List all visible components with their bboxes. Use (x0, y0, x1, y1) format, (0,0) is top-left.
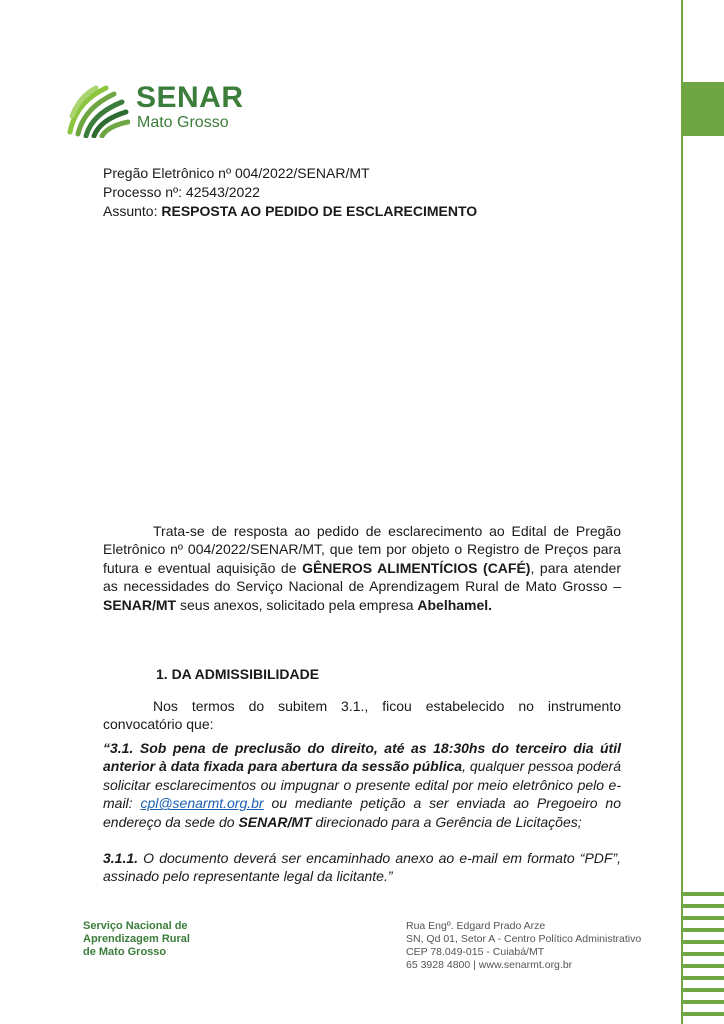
address-line: CEP 78.049-015 - Cuiabá/MT (406, 946, 545, 958)
stripe (683, 940, 724, 944)
stripe (683, 952, 724, 956)
senar-logo-icon (66, 82, 130, 138)
stripe (683, 904, 724, 908)
quote-text-1: , qualquer pessoa poderá solicitar esclarecimentos ou impugnar o presente edital por meio eletrônico pelo e-mail: (103, 758, 621, 812)
quote-paragraph (103, 739, 621, 831)
subitem-number: 3.1.1. (103, 850, 139, 866)
section-paragraph (103, 697, 621, 734)
stripe (683, 1000, 724, 1004)
right-stripes (683, 888, 724, 1024)
logo-name: SENAR (136, 81, 244, 114)
org-line: Serviço Nacional de (83, 920, 188, 932)
quote-text-3: direcionado para a Gerência de Licitações; (311, 813, 582, 830)
footer-organization (83, 920, 190, 959)
subject-line (103, 202, 477, 221)
stripe (683, 928, 724, 932)
section-title: 1. DA ADMISSIBILIDADE (156, 666, 320, 682)
document-header (103, 164, 477, 221)
intro-bold-3: Abelhamel. (417, 596, 493, 613)
stripe (683, 892, 724, 896)
intro-paragraph (103, 522, 621, 614)
tender-number: Pregão Eletrônico nº 004/2022/SENAR/MT (103, 165, 370, 181)
subject-label: Assunto: (103, 203, 162, 219)
contact-line: 65 3928 4800 | www.senarmt.org.br (406, 959, 573, 971)
subject-value: RESPOSTA AO PEDIDO DE ESCLARECIMENTO (161, 203, 478, 219)
senar-logo (66, 82, 266, 138)
intro-text-2: , para atender as necessidades do Serviço Nacional de Aprendizagem Rural de Mato Grosso – (103, 559, 621, 595)
quote-subitem (103, 849, 621, 886)
intro-text-1: Trata-se de resposta ao pedido de esclarecimento ao Edital de Pregão Eletrônico nº 004/2022/SENAR/MT, que tem por objeto o Registro de Preços para futura e eventual aquisição de (103, 523, 621, 576)
right-border-line (681, 0, 683, 1024)
intro-bold-2: SENAR/MT (103, 596, 177, 613)
org-line: Aprendizagem Rural (83, 933, 190, 945)
stripe (683, 964, 724, 968)
quote-bold-1: “3.1. Sob pena de preclusão do direito, até as 18:30hs do terceiro dia útil anterior à data fixada para abertura da sessão pública (103, 740, 621, 775)
stripe (683, 988, 724, 992)
address-line: Rua Engº. Edgard Prado Arze (406, 920, 546, 932)
subitem-text: O documento deverá ser encaminhado anexo ao e-mail em formato “PDF”, assinado pelo representante legal da licitante.” (103, 850, 621, 885)
stripe (683, 976, 724, 980)
intro-bold-1: GÊNEROS ALIMENTÍCIOS (CAFÉ) (302, 559, 531, 576)
logo-subtitle: Mato Grosso (137, 114, 229, 131)
org-line: de Mato Grosso (83, 946, 167, 958)
quote-bold-2: SENAR/MT (238, 813, 312, 830)
quote-text-2: ou mediante petição a ser enviada ao Pregoeiro no endereço da sede do (103, 795, 621, 830)
intro-text-3: seus anexos, solicitado pela empresa (176, 596, 418, 613)
footer-address (406, 920, 641, 972)
stripe (683, 916, 724, 920)
email-link[interactable]: cpl@senarmt.org.br (140, 795, 264, 812)
stripe (683, 1012, 724, 1016)
process-number: Processo nº: 42543/2022 (103, 184, 260, 200)
right-green-block (683, 82, 724, 136)
address-line: SN, Qd 01, Setor A - Centro Político Administrativo (406, 933, 642, 945)
section-text: Nos termos do subitem 3.1., ficou estabelecido no instrumento convocatório que: (103, 698, 621, 733)
